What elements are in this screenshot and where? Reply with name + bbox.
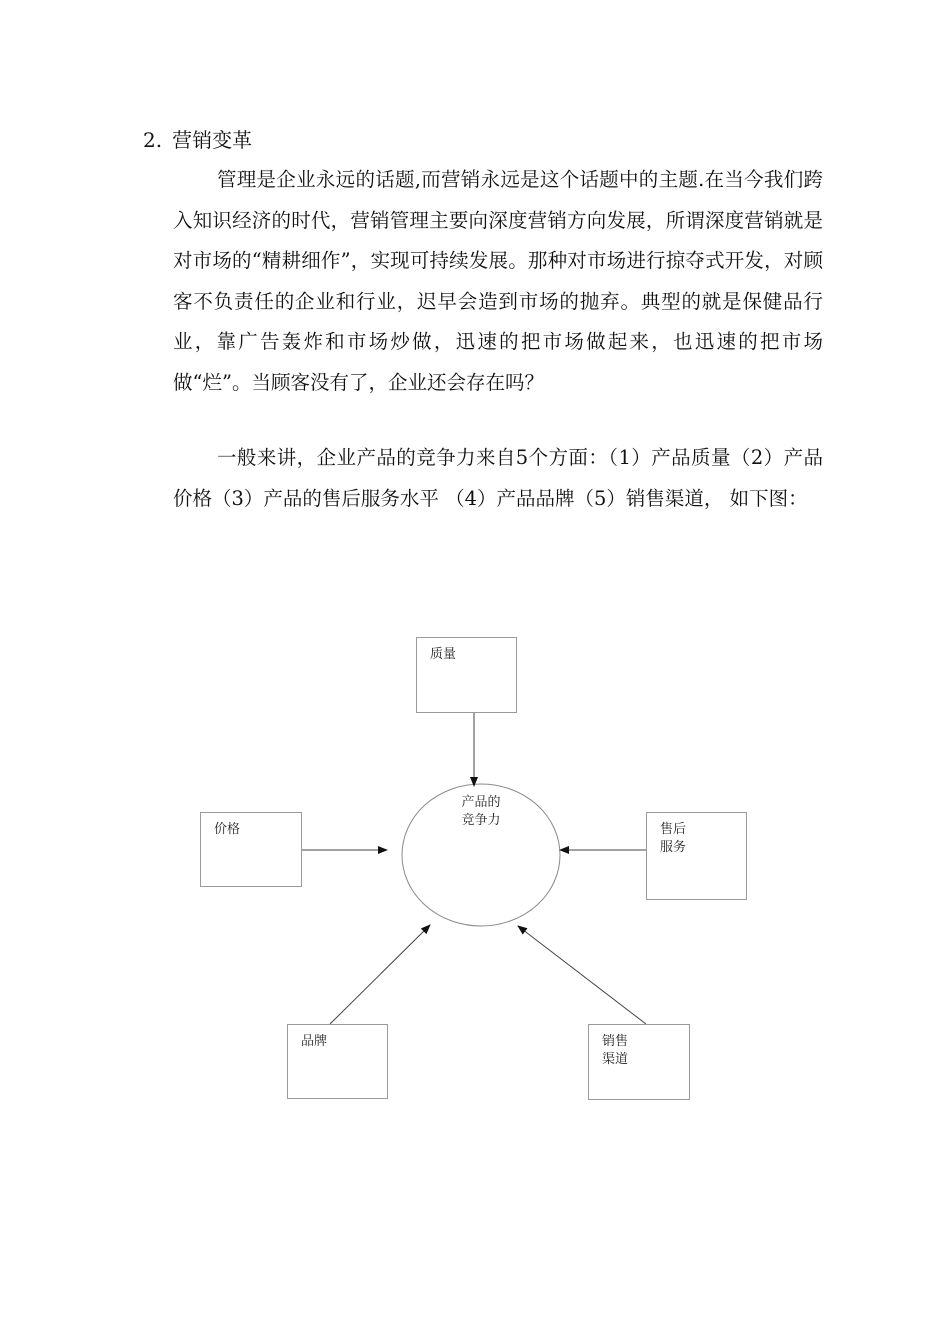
paragraph-marketing-change: 管理是企业永远的话题,而营销永远是这个话题中的主题.在当今我们跨入知识经济的时代，营销管理主要向深度营销方向发展，所谓深度营销就是对市场的“精耕细作”，实现可持续发展。那种对市场进行掠夺式开发，对顾客不负责任的企业和行业，迟早会造到市场的抛弃。典型的就是保健品行业，靠广告轰炸和市场炒做，迅速的把市场做起来，也迅速的把市场做“烂”。当顾客没有了，企业还会存在吗？ <box>173 168 823 394</box>
center-label-line-2: 竞争力 <box>461 813 501 828</box>
box-price <box>200 812 302 887</box>
center-label-competitiveness <box>450 794 512 830</box>
box-channel-label-line-1: 销售 <box>602 1034 629 1049</box>
section-number: 2. <box>143 128 163 152</box>
box-after-sales-service <box>646 812 747 900</box>
box-brand-label: 品牌 <box>301 1034 328 1049</box>
section-title: 营销变革 <box>172 128 253 152</box>
box-quality-label: 质量 <box>430 647 457 662</box>
box-channel-label-line-2: 渠道 <box>602 1052 629 1067</box>
box-price-label: 价格 <box>214 822 241 837</box>
box-brand <box>287 1024 388 1099</box>
box-after-sales-label-line-1: 售后 <box>660 822 687 837</box>
paragraph-competitiveness-factors: 一般来讲，企业产品的竞争力来自5个方面：（1）产品质量（2）产品价格（3）产品的售后服务水平 （4）产品品牌（5）销售渠道， 如下图： <box>173 446 823 510</box>
arrow-brand <box>330 925 430 1024</box>
box-quality <box>416 637 517 713</box>
box-sales-channel <box>588 1024 690 1100</box>
box-after-sales-label-line-2: 服务 <box>660 840 687 855</box>
arrow-channel <box>518 926 646 1024</box>
center-label-line-1: 产品的 <box>461 795 501 810</box>
